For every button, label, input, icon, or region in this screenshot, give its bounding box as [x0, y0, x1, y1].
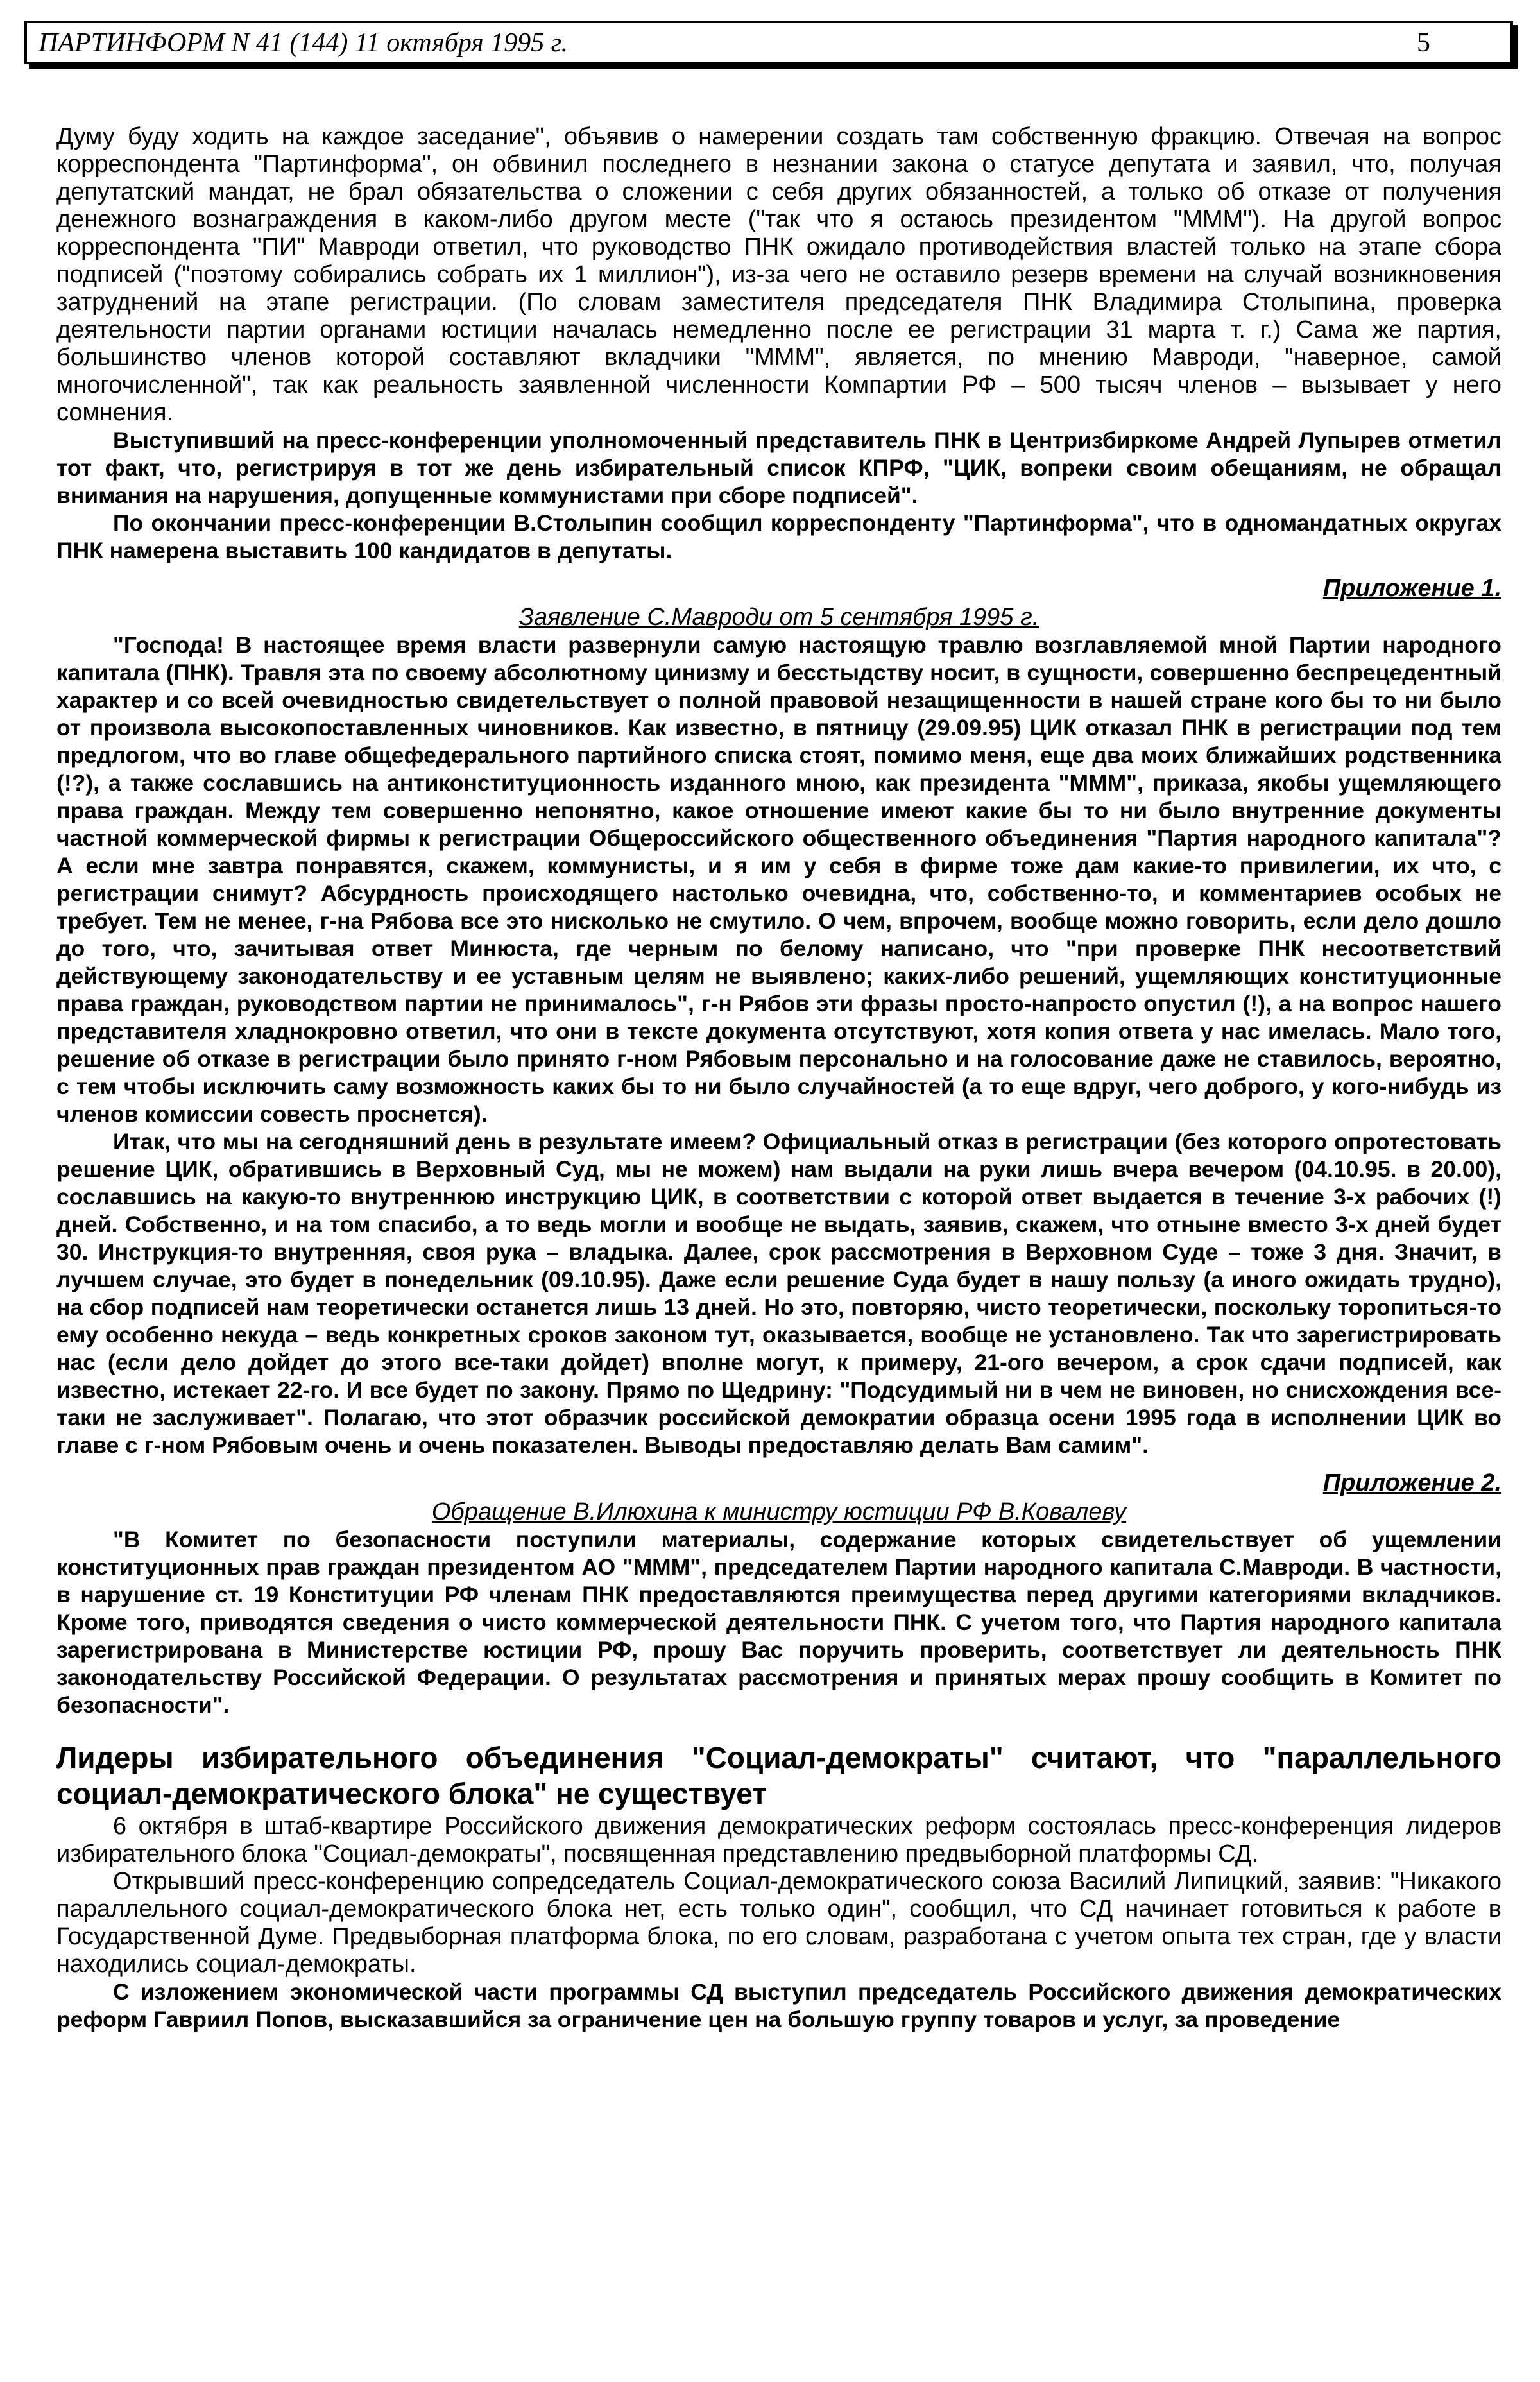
- lupyrev-paragraph: Выступивший на пресс-конференции уполномоченный представитель ПНК в Центризбиркоме Андрей Лупырев отметил тот факт, что, регистрируя в тот же день избирательный список КПРФ, "ЦИК, вопреки своим обещаниям, не обращал внимания на нарушения, допущенные коммунистами при сборе подписей".: [56, 427, 1502, 508]
- social-democrats-paragraph-2: Открывший пресс-конференцию сопредседатель Социал-демократического союза Василий Липицкий, заявив: "Никакого параллельного социал-демократического блока нет, есть только один", сообщил, что СД начинает готовиться к работе в Государственной Думе. Предвыборная платформа блока, по его словам, разработана с учетом опыта тех стран, где у власти находились социал-демократы.: [56, 1868, 1502, 1978]
- page-number: 5: [1417, 28, 1430, 58]
- social-democrats-paragraph-3: С изложением экономической части программы СД выступил председатель Российского движения демократических реформ Гавриил Попов, высказавшийся за ограничение цен на большую группу товаров и услуг, за проведение: [56, 1979, 1502, 2032]
- social-democrats-paragraph-1: 6 октября в штаб-квартире Российского движения демократических реформ состоялась пресс-конференция лидеров избирательного блока "Социал-демократы", посвященная представлению предвыборной платформы СД.: [56, 1813, 1502, 1867]
- mavrodi-statement-paragraph-2: Итак, что мы на сегодняшний день в результате имеем? Официальный отказ в регистрации (без которого опротестовать решение ЦИК, обратившись в Верховный Суд, мы не можем) нам выдали на руки лишь вчера вечером (04.10.95. в 20.00), сославшись на какую-то внутреннюю инструкцию ЦИК, в соответствии с которой ответ выдается в течение 3-х рабочих (!) дней. Собственно, и на том спасибо, а то ведь могли и вообще не выдать, заявив, скажем, что отныне вместо 3-х дней будет 30. Инструкция-то внутренняя, своя рука – владыка. Далее, срок рассмотрения в Верховном Суде – тоже 3 дня. Значит, в лучшем случае, это будет в понедельник (09.10.95). Даже если решение Суда будет в нашу пользу (а иного ожидать трудно), на сбор подписей нам теоретически останется лишь 13 дней. Но это, повторяю, чисто теоретически, поскольку торопиться-то ему особенно некуда – ведь конкретных сроков законом тут, оказывается, вообще не установлено. Так что зарегистрировать нас (если дело дойдет до этого все-таки дойдет) вполне могут, к примеру, 21-ого вечером, а срок сдачи подписей, как известно, истекает 22-го. И все будет по закону. Прямо по Щедрину: "Подсудимый ни в чем не виновен, но снисхождения все-таки не заслуживает". Полагаю, что этот образчик российской демократии образца осени 1995 года в исполнении ЦИК во главе с г-ном Рябовым очень и очень показателен. Выводы предоставляю делать Вам самим".: [56, 1129, 1502, 1458]
- appendix-1-subtitle: Заявление С.Мавроди от 5 сентября 1995 г.: [518, 604, 1040, 631]
- article-continuation-paragraph: Думу буду ходить на каждое заседание", объявив о намерении создать там собственную фракцию. Отвечая на вопрос корреспондента "Партинформа", он обвинил последнего в незнании закона о статусе депутата и заявил, что, получая депутатский мандат, не брал обязательства о сложении с себя других обязанностей, а только об отказе от получения денежного вознаграждения в каком-либо другом месте ("так что я остаюсь президентом "МММ"). На другой вопрос корреспондента "ПИ" Мавроди ответил, что руководство ПНК ожидало противодействия властей только на этапе сбора подписей ("поэтому собирались собрать их 1 миллион"), из-за чего не оставило резерв времени на случай возникновения затруднений на этапе регистрации. (По словам заместителя председателя ПНК Владимира Столыпина, проверка деятельности партии органами юстиции началась немедленно после ее регистрации 31 марта т. г.) Сама же партия, большинство членов которой составляют вкладчики "МММ", является, по мнению Мавроди, "наверное, самой многочисленной", так как реальность заявленной численности Компартии РФ – 500 тысяч членов – вызывает у него сомнения.: [56, 123, 1502, 426]
- article-headline: Лидеры избирательного объединения "Социал-демократы" считают, что "параллельного социал-демократического блока" не существует: [56, 1741, 1502, 1810]
- mavrodi-statement-paragraph-1: "Господа! В настоящее время власти развернули самую настоящую травлю возглавляемой мной Партии народного капитала (ПНК). Травля эта по своему абсолютному цинизму и бесстыдству носит, в сущности, совершенно беспрецедентный характер и со всей очевидностью свидетельствует о полной правовой незащищенности в нашей стране кого бы то ни было от произвола высокопоставленных чиновников. Как известно, в пятницу (29.09.95) ЦИК отказал ПНК в регистрации под тем предлогом, что во главе общефедерального партийного списка стоят, помимо меня, еще два моих ближайших родственника (!?), а также сославшись на антиконституционность изданного мною, как президента "МММ", приказа, якобы ущемляющего права граждан. Между тем совершенно непонятно, какое отношение имеют какие бы то ни было внутренние документы частной коммерческой фирмы к регистрации Общероссийского общественного объединения "Партия народного капитала"? А если мне завтра понравятся, скажем, коммунисты, и я им у себя в фирме тоже дам какие-то привилегии, их что, с регистрации снимут? Абсурдность происходящего настолько очевидна, что, собственно-то, и комментариев особых не требует. Тем не менее, г-на Рябова все это нисколько не смутило. О чем, впрочем, вообще можно говорить, если дело дошло до того, что, зачитывая ответ Минюста, где черным по белому написано, что "при проверке ПНК несоответствий действующему законодательству и ее уставным целям не выявлено; каких-либо решений, ущемляющих конституционные права граждан, руководством партии не принималось", г-н Рябов эти фразы просто-напросто опустил (!), а на вопрос нашего представителя хладнокровно ответил, что они в тексте документа отсутствуют, хотя копия ответа у нас имелась. Мало того, решение об отказе в регистрации было принято г-ном Рябовым персонально и на голосование даже не ставилось, вероятно, с тем чтобы исключить саму возможность каких бы то ни было случайностей (а то еще вдруг, чего доброго, у кого-нибудь из членов комиссии совесть проснется).: [56, 632, 1502, 1127]
- ilyukhin-appeal-paragraph: "В Комитет по безопасности поступили материалы, содержание которых свидетельствует об ущемлении конституционных прав граждан президентом АО "МММ", председателем Партии народного капитала С.Мавроди. В частности, в нарушение ст. 19 Конституции РФ членам ПНК предоставляются преимущества перед другими категориями вкладчиков. Кроме того, приводятся сведения о чисто коммерческой деятельности ПНК. С учетом того, что Партия народного капитала зарегистрирована в Министерстве юстиции РФ, прошу Вас поручить проверить, соответствует ли деятельность ПНК законодательству Российской Федерации. О результатах рассмотрения и принятых мерах прошу сообщить в Комитет по безопасности".: [56, 1527, 1502, 1718]
- stolypin-paragraph: По окончании пресс-конференции В.Столыпин сообщил корреспонденту "Партинформа", что в одномандатных округах ПНК намерена выставить 100 кандидатов в депутаты.: [56, 510, 1502, 563]
- page-header: [24, 21, 1513, 64]
- appendix-1-label: Приложение 1.: [1322, 575, 1502, 602]
- page-body: [56, 123, 1502, 2034]
- appendix-2-label: Приложение 2.: [1322, 1469, 1502, 1496]
- appendix-2-subtitle: Обращение В.Илюхина к министру юстиции РФ В.Ковалеву: [431, 1498, 1127, 1525]
- header-title: ПАРТИНФОРМ N 41 (144) 11 октября 1995 г.: [38, 28, 569, 58]
